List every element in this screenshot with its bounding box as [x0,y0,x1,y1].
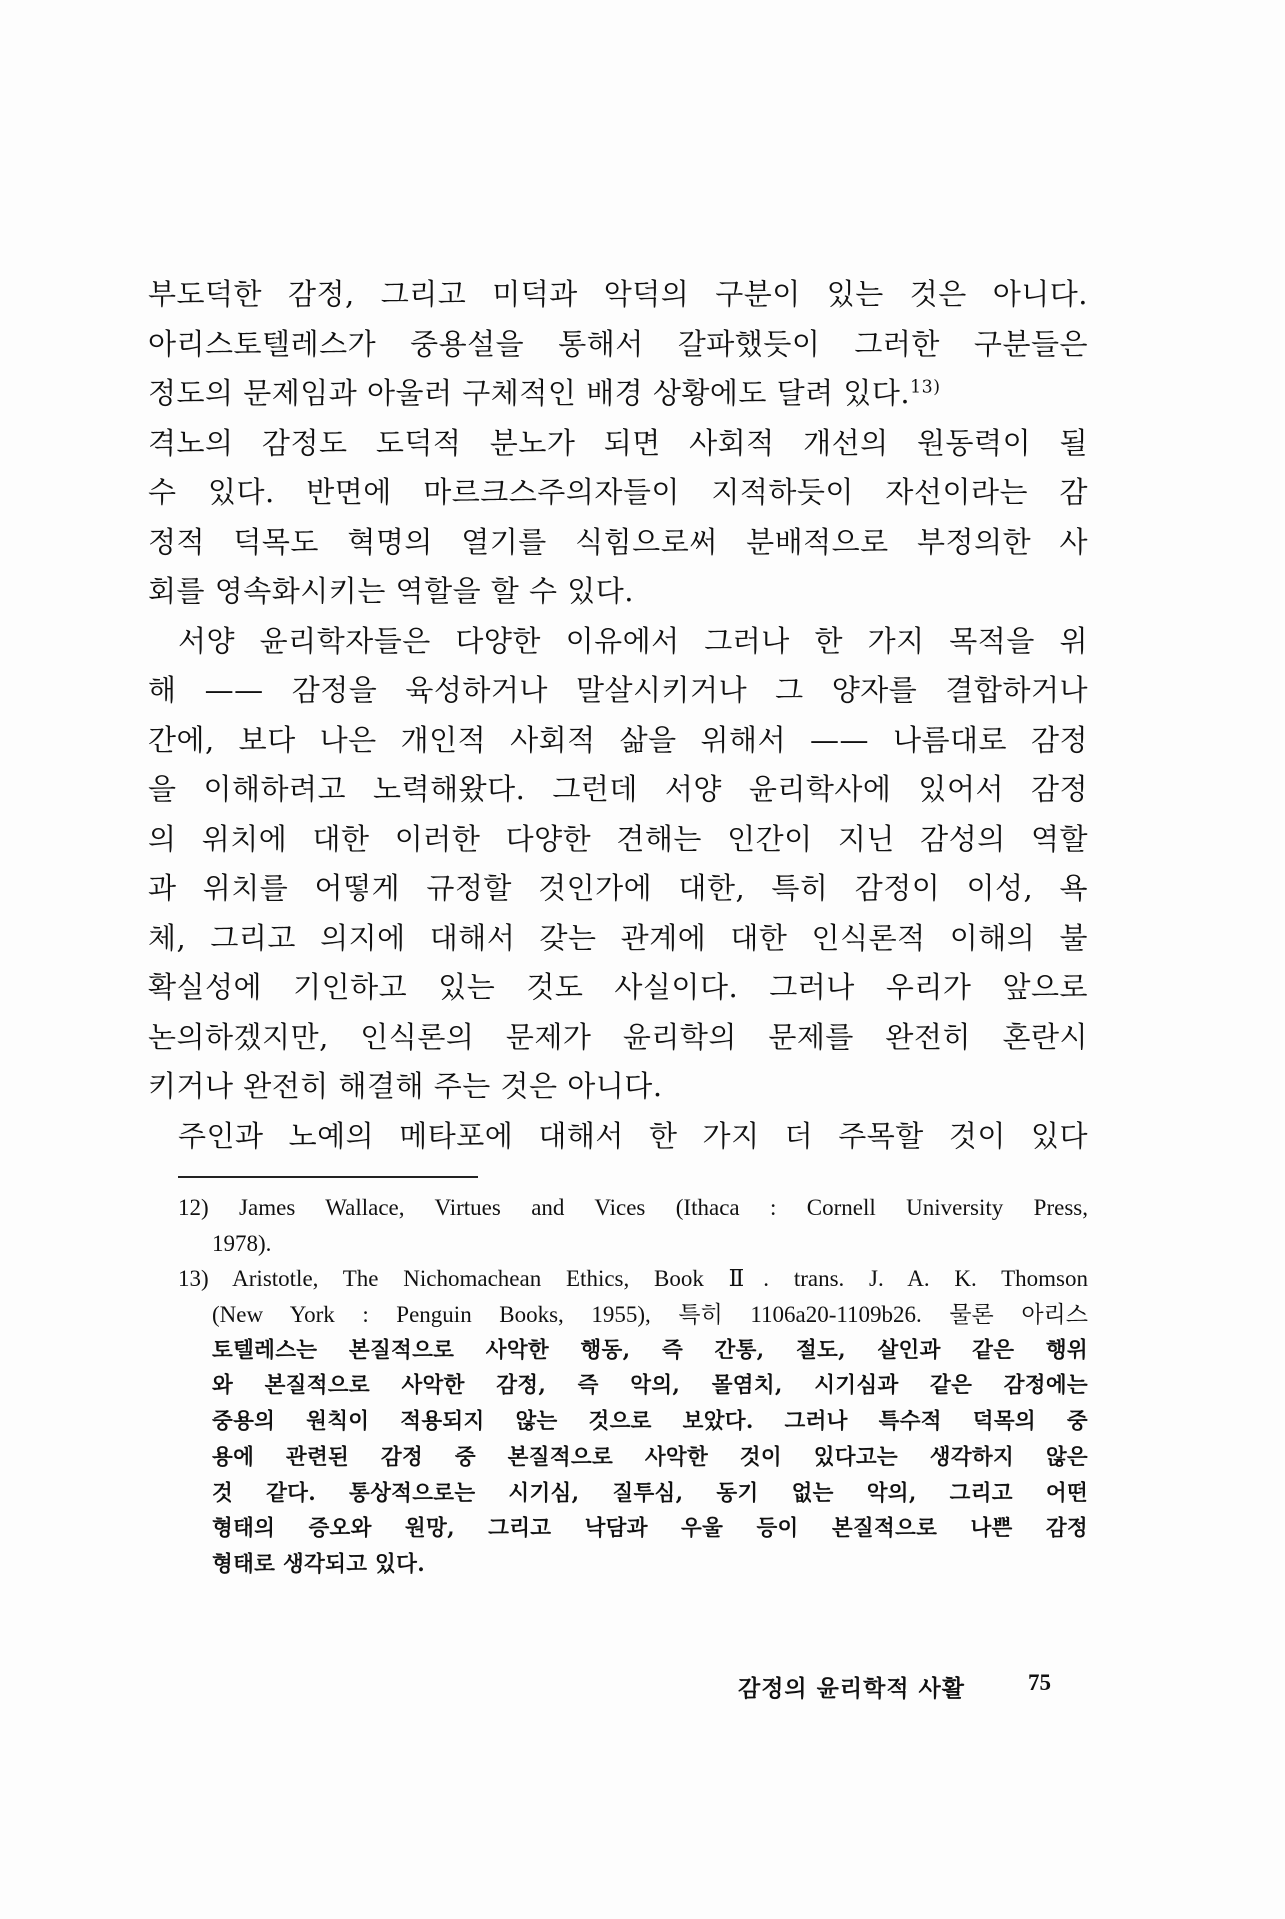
text-line: 과 위치를 어떻게 규정할 것인가에 대한, 특히 감정이 이성, 욕 [148,871,1088,905]
footnote-13-line: 중용의 원칙이 적용되지 않는 것으로 보았다. 그러나 특수적 덕목의 중 [212,1409,1088,1435]
paragraph-start-line: 서양 윤리학자들은 다양한 이유에서 그러나 한 가지 목적을 위 [178,623,1088,658]
text-line: 해 —— 감정을 육성하거나 말살시키거나 그 양자를 결합하거나 [148,673,1088,707]
main-text-block [148,270,1088,1161]
footnotes-block [178,1190,1088,1583]
text-line: 을 이해하려고 노력해왔다. 그런데 서양 윤리학사에 있어서 감정 [148,772,1088,806]
text-line: 키거나 완전히 해결해 주는 것은 아니다. [148,1069,663,1103]
footnote-13-line: (New York : Penguin Books, 1955), 특히 1106a20-1109b26. 물론 아리스 [212,1302,1088,1328]
footnote-reference-13: 13) [910,377,941,398]
paragraph-start-line: 주인과 노예의 메타포에 대해서 한 가지 더 주목할 것이 있다 [178,1118,1088,1153]
text-line: 격노의 감정도 도덕적 분노가 되면 사회적 개선의 원동력이 될 [148,425,1088,460]
footnote-13-line: 와 본질적으로 사악한 감정, 즉 악의, 몰염치, 시기심과 같은 감정에는 [212,1373,1088,1399]
footnote-12-line: 12) James Wallace, Virtues and Vices (Ithaca : Cornell University Press, [178,1195,1088,1220]
footnote-12-line: 1978). [212,1230,272,1256]
page-number: 75 [1028,1670,1051,1695]
footnote-13-line: 13) Aristotle, The Nichomachean Ethics, Book Ⅱ. trans. J. A. K. Thomson [178,1266,1088,1292]
footnote-13-line: 형태의 증오와 원망, 그리고 낙담과 우울 등이 본질적으로 나쁜 감정 [212,1516,1088,1542]
text-line: 부도덕한 감정, 그리고 미덕과 악덕의 구분이 있는 것은 아니다. [148,277,1088,311]
footnote-13-line: 토텔레스는 본질적으로 사악한 행동, 즉 간통, 절도, 살인과 같은 행위 [212,1337,1088,1363]
text-line: 체, 그리고 의지에 대해서 갖는 관계에 대한 인식론적 이해의 불 [148,920,1088,955]
text-line: 아리스토텔레스가 중용설을 통해서 갈파했듯이 그러한 구분들은 [148,326,1088,361]
text-line: 정적 덕목도 혁명의 열기를 식힘으로써 분배적으로 부정의한 사 [148,524,1088,559]
text-line-content: 정도의 문제임과 아울러 구체적인 배경 상황에도 달려 있다. [148,376,911,410]
text-line: 회를 영속화시키는 역할을 할 수 있다. [148,574,635,608]
footnote-13-line: 형태로 생각되고 있다. [212,1551,425,1577]
running-footer-title: 감정의 윤리학적 사활 [738,1675,965,1702]
text-line: 수 있다. 반면에 마르크스주의자들이 지적하듯이 자선이라는 감 [148,475,1088,509]
text-line: 논의하겠지만, 인식론의 문제가 윤리학의 문제를 완전히 혼란시 [148,1019,1088,1054]
text-line: 의 위치에 대한 이러한 다양한 견해는 인간이 지닌 감성의 역할 [148,821,1088,856]
text-line [148,369,1088,419]
text-line: 확실성에 기인하고 있는 것도 사실이다. 그러나 우리가 앞으로 [148,970,1088,1004]
footnote-13-line: 용에 관련된 감정 중 본질적으로 사악한 것이 있다고는 생각하지 않은 [212,1444,1088,1470]
footnote-13-line: 것 같다. 통상적으로는 시기심, 질투심, 동기 없는 악의, 그리고 어떤 [212,1480,1088,1506]
text-line: 간에, 보다 나은 개인적 사회적 삶을 위해서 —— 나름대로 감정 [148,722,1088,757]
footnote-divider [178,1176,478,1178]
